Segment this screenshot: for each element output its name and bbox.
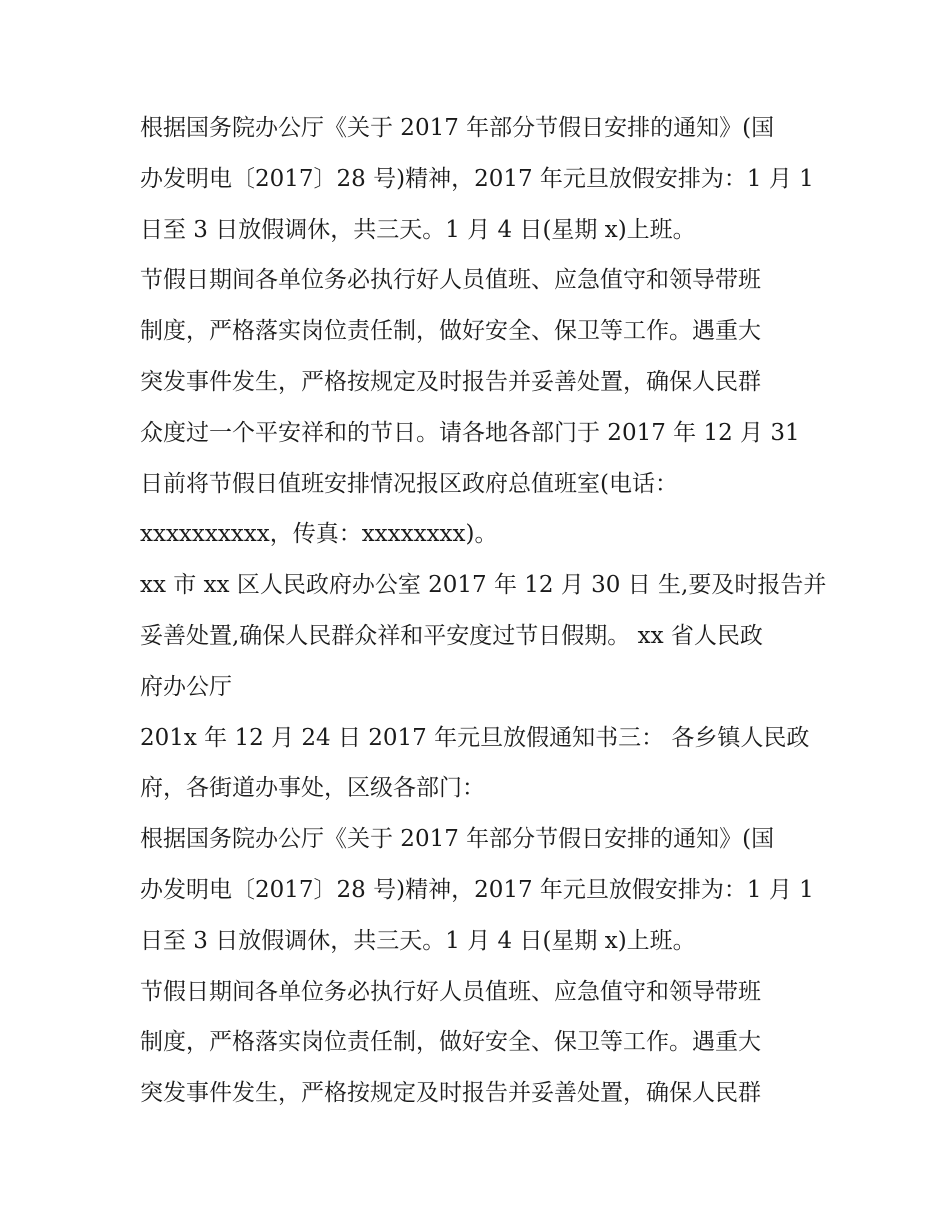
text-line: 日前将节假日值班安排情况报区政府总值班室(电话：	[140, 470, 678, 497]
text-line: 日至 3 日放假调休，共三天。1 月 4 日(星期 x)上班。	[140, 927, 696, 954]
text-line: 制度，严格落实岗位责任制，做好安全、保卫等工作。遇重大	[140, 318, 761, 345]
text-line: 突发事件发生，严格按规定及时报告并妥善处置，确保人民群	[140, 1080, 761, 1107]
text-line: 办发明电〔2017〕28 号)精神，2017 年元旦放假安排为：1 月 1	[140, 165, 814, 192]
text-line: 府办公厅	[140, 673, 232, 700]
text-line: 众度过一个平安祥和的节日。请各地各部门于 2017 年 12 月 31	[140, 419, 800, 446]
text-line: 根据国务院办公厅《关于 2017 年部分节假日安排的通知》(国	[140, 826, 775, 853]
text-line: 节假日期间各单位务必执行好人员值班、应急值守和领导带班	[140, 267, 761, 294]
text-line: xxxxxxxxxx，传真：xxxxxxxx)。	[140, 521, 498, 548]
text-line: 节假日期间各单位务必执行好人员值班、应急值守和领导带班	[140, 978, 761, 1005]
text-line: 办发明电〔2017〕28 号)精神，2017 年元旦放假安排为：1 月 1	[140, 876, 814, 903]
document-body	[140, 103, 827, 1119]
text-line: 突发事件发生，严格按规定及时报告并妥善处置，确保人民群	[140, 368, 761, 395]
text-line: 妥善处置,确保人民群众祥和平安度过节日假期。 xx 省人民政	[140, 622, 763, 649]
text-line: 日至 3 日放假调休，共三天。1 月 4 日(星期 x)上班。	[140, 216, 696, 243]
text-line: 府，各街道办事处，区级各部门：	[140, 775, 485, 802]
text-line: xx 市 xx 区人民政府办公室 2017 年 12 月 30 日 生,要及时报告并	[140, 572, 827, 599]
text-line: 根据国务院办公厅《关于 2017 年部分节假日安排的通知》(国	[140, 115, 775, 141]
text-line: 201x 年 12 月 24 日 2017 年元旦放假通知书三： 各乡镇人民政	[140, 724, 810, 751]
text-line: 制度，严格落实岗位责任制，做好安全、保卫等工作。遇重大	[140, 1029, 761, 1056]
